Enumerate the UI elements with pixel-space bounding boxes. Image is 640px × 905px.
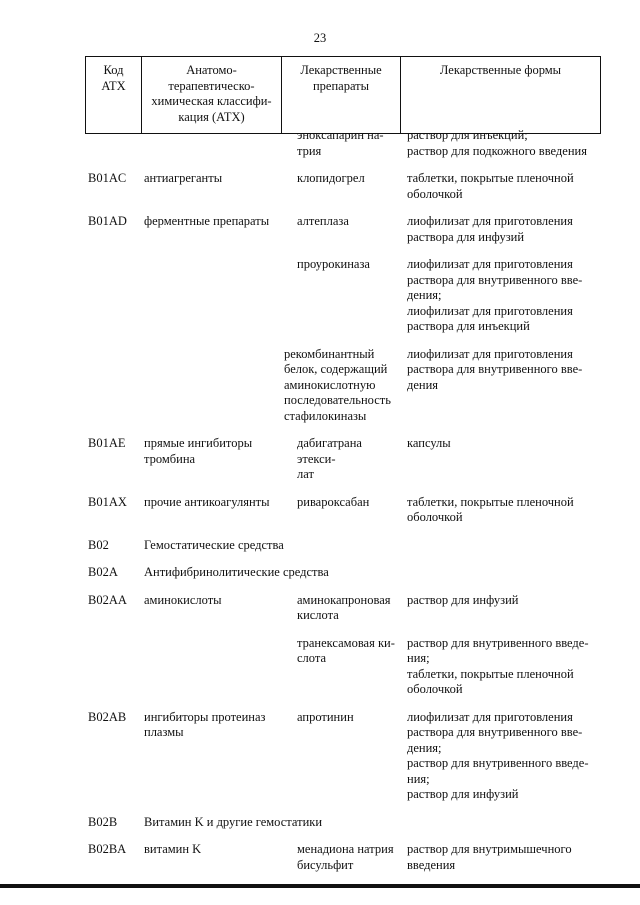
dosage-forms-cell: раствор для внутривенного введе- ния; таблетки, покрытые пленочной оболочкой (407, 635, 589, 696)
atc-code: B01AE (88, 436, 126, 450)
table-row (85, 171, 600, 202)
dosage-forms-cell: раствор для инъекций; раствор для подкожного введения (407, 128, 587, 158)
table-row (85, 257, 600, 335)
atc-code (85, 636, 144, 698)
dosage-forms-cell: лиофилизат для приготовления раствора для внутривенного вве- дения; лиофилизат для приготовления раствора для инъекций (407, 257, 583, 333)
footer-rule (0, 884, 640, 888)
classification-cell (144, 128, 284, 159)
classification-cell (144, 636, 284, 698)
header-classification: Анатомо- терапевтическо- химическая классифи- кация (ATX) (142, 57, 282, 134)
atc-code: B01AC (88, 171, 127, 185)
table-row (85, 842, 600, 873)
dosage-forms-cell: лиофилизат для приготовления раствора для инфузий (407, 214, 573, 244)
drug-cell: эноксапарин на- трия (297, 128, 384, 158)
table-row (85, 710, 600, 803)
atc-code: B01AX (88, 494, 127, 509)
table-row (85, 636, 600, 698)
table-row (85, 436, 600, 483)
drug-cell: клопидогрел (297, 171, 365, 185)
atc-code (85, 128, 144, 159)
atc-code: B02 (88, 537, 109, 552)
drug-cell: дабигатрана этекси- лат (297, 436, 362, 481)
atc-code: B02BA (88, 842, 127, 856)
dosage-forms-cell: раствор для инфузий (407, 592, 519, 607)
table-header (85, 56, 601, 134)
classification-cell: антиагреганты (144, 171, 223, 185)
drug-cell: алтеплаза (297, 214, 349, 228)
dosage-forms-cell: капсулы (407, 436, 451, 450)
group-row (85, 565, 600, 581)
drug-cell: транексамовая ки- слота (297, 635, 395, 665)
dosage-forms-cell: таблетки, покрытые пленочной оболочкой (407, 494, 574, 524)
group-title: Витамин K и другие гемостатики (144, 814, 323, 829)
group-title: Антифибринолитические средства (144, 565, 329, 579)
dosage-forms-cell: раствор для внутримышечного введения (407, 842, 572, 872)
group-row (85, 538, 600, 554)
classification-cell: прочие антикоагулянты (144, 494, 270, 509)
header-drugs: Лекарственные препараты (282, 57, 401, 134)
table-row (85, 495, 600, 526)
dosage-forms-cell: лиофилизат для приготовления раствора для внутривенного вве- дения (407, 346, 583, 392)
table-row (85, 128, 600, 159)
classification-cell: ингибиторы протеиназ плазмы (144, 709, 266, 739)
classification-cell: ферментные препараты (144, 214, 270, 228)
atc-code: B02A (88, 565, 118, 579)
classification-cell (144, 257, 284, 335)
group-title: Гемостатические средства (144, 537, 284, 552)
atc-code (85, 257, 144, 335)
atc-code: B01AD (88, 214, 127, 228)
atc-code: B02AB (88, 709, 127, 724)
drug-cell: ривароксабан (297, 494, 370, 509)
drug-cell: аминокапроновая кислота (297, 592, 391, 622)
table-row (85, 347, 600, 425)
classification-cell (144, 347, 284, 425)
drug-cell: рекомбинантный белок, содержащий аминокислотную последовательность стафилокиназы (284, 346, 391, 423)
page-number: 23 (313, 31, 327, 45)
drug-cell: менадиона натрия бисульфит (297, 842, 394, 872)
atc-code (85, 347, 144, 425)
header-forms: Лекарственные формы (401, 57, 601, 134)
dosage-forms-cell: лиофилизат для приготовления раствора для внутривенного вве- дения; раствор для внутривенного введе- ния; раствор для инфузий (407, 709, 589, 801)
atc-code: B02B (88, 814, 118, 829)
dosage-forms-cell: таблетки, покрытые пленочной оболочкой (407, 171, 574, 201)
atc-code: B02AA (88, 592, 127, 607)
classification-cell: аминокислоты (144, 592, 222, 607)
table-row (85, 214, 600, 245)
classification-cell: прямые ингибиторы тромбина (144, 436, 253, 466)
table-row (85, 593, 600, 624)
header-code: Код ATX (86, 57, 142, 134)
drug-cell: проурокиназа (297, 257, 370, 271)
table-body (85, 128, 600, 885)
drug-cell: апротинин (297, 709, 354, 724)
group-row (85, 815, 600, 831)
classification-cell: витамин K (144, 842, 202, 856)
